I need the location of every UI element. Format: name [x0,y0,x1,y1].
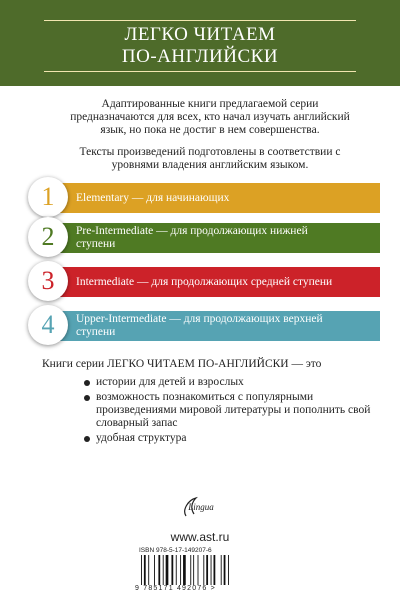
level-4 [28,309,380,343]
barcode-stripe [203,555,204,585]
level-1-text: Elementary — для начинающих [76,191,230,204]
level-4-number: 4 [28,305,68,345]
barcode-stripe [180,555,181,585]
barcode-stripe [183,555,186,585]
level-3 [28,265,380,299]
barcode-stripe [148,555,149,585]
barcode-stripe [211,555,212,585]
lingua-logo-text: Lingua [188,502,214,512]
title-banner [0,0,400,86]
list-item [84,432,374,445]
intro-paragraph-1: Адаптированные книги предлагаемой серии предназначаются для всех, кто начал изучать английский язык, но пока не достиг в нем совершенства. [70,98,350,136]
lingua-logo [176,496,226,518]
level-3-text: Intermediate — для продолжающих средней ступени [76,275,333,288]
barcode-stripe [193,555,194,585]
list-item-text: возможность познакомиться с популярными произведениями мировой литературы и пополнить свой словарный запас [96,391,371,429]
barcode-stripe [154,555,155,585]
list-item-text: истории для детей и взрослых [96,376,244,388]
barcode-stripe [228,555,229,585]
barcode-stripe [141,555,142,585]
barcode-icon [139,555,259,585]
barcode-stripe [166,555,169,585]
list-item [84,376,374,389]
barcode-stripe [190,555,191,585]
barcode-stripe [158,555,160,585]
feature-list [84,376,374,447]
barcode-stripe [176,555,177,585]
series-title-line1: ЛЕГКО ЧИТАЕМ [124,24,276,45]
series-title-line2: ПО-АНГЛИЙСКИ [121,46,279,67]
level-4-text: Upper-Intermediate — для продолжающих верхней ступени [76,313,323,338]
barcode-stripe [206,555,208,585]
barcode-digits: 9 785171 492076 > [135,585,216,592]
bullet-icon [84,380,90,386]
bullet-icon [84,395,90,401]
isbn-text: ISBN 978-5-17-149207-6 [139,547,212,554]
barcode-stripe [144,555,146,585]
barcode-stripe [163,555,164,585]
barcode-block [133,546,266,596]
level-3-number: 3 [28,261,68,301]
level-1 [28,181,380,215]
intro-paragraph-2: Тексты произведений подготовлены в соответствии с уровнями владения английским языком. [79,146,341,171]
series-description: Книги серии ЛЕГКО ЧИТАЕМ ПО-АНГЛИЙСКИ — это [42,358,322,370]
barcode-stripe [224,555,226,585]
level-2-text: Pre-Intermediate — для продолжающих нижней ступени [76,225,308,250]
level-2 [28,221,380,255]
level-1-number: 1 [28,177,68,217]
barcode-stripe [171,555,173,585]
barcode-stripe [198,555,199,585]
bullet-icon [84,436,90,442]
list-item [84,391,374,430]
level-2-number: 2 [28,217,68,257]
website-url: www.ast.ru [170,530,230,544]
barcode-stripe [214,555,216,585]
list-item-text: удобная структура [96,432,187,444]
series-title [44,20,356,72]
barcode-stripe [221,555,222,585]
